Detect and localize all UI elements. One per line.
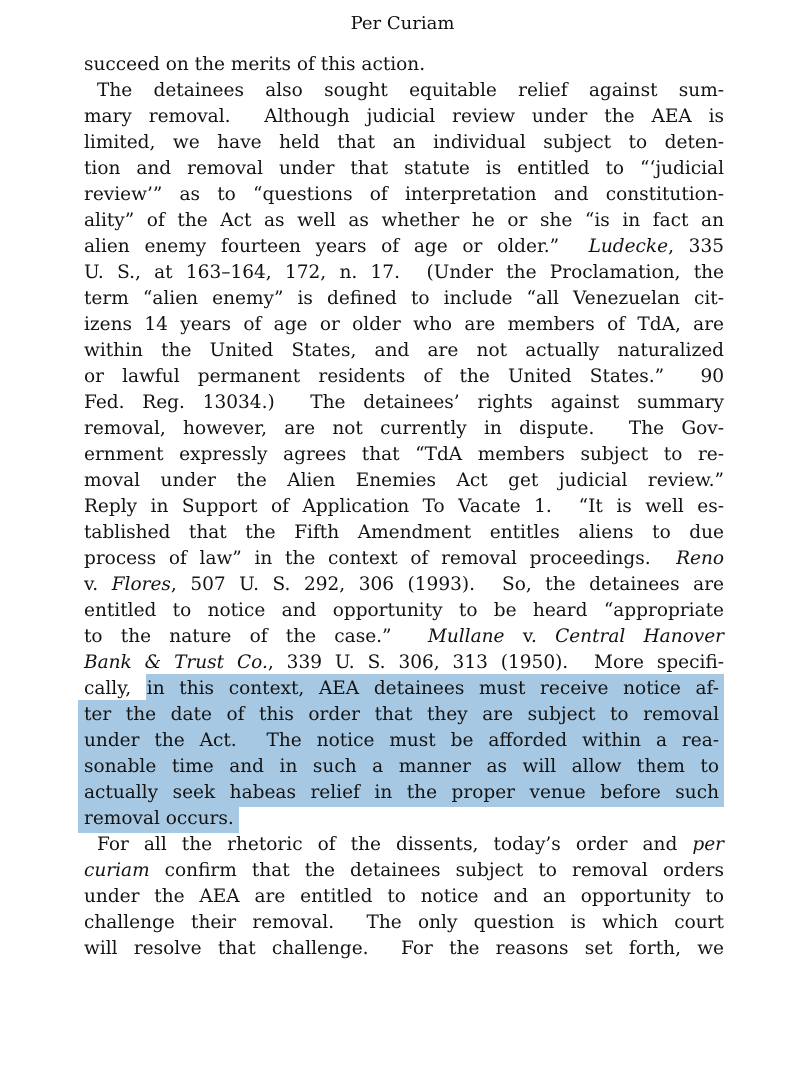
text-segment: process of law” in the context of removal proceedings.	[84, 548, 677, 569]
text-segment: entitled to notice and opportunity to be heard “appropriate	[84, 600, 724, 621]
text-line	[84, 78, 724, 104]
text-line	[84, 338, 724, 364]
text-line	[84, 780, 724, 806]
text-segment: v.	[84, 574, 112, 595]
text-segment: review’” as to “questions of interpretation and constitution-	[84, 184, 724, 205]
text-line	[84, 676, 724, 702]
text-line	[84, 494, 724, 520]
text-segment: , 339 U. S. 306, 313 (1950). More specifi-	[267, 652, 724, 673]
text-segment: alien enemy fourteen years of age or older.”	[84, 236, 589, 257]
text-segment: , 335	[668, 236, 724, 257]
text-segment: ernment expressly agrees that “TdA members subject to re-	[84, 444, 724, 465]
text-line	[84, 416, 724, 442]
text-segment: removal, however, are not currently in dispute. The Gov-	[84, 418, 724, 439]
highlighted-text: removal occurs.	[78, 804, 239, 833]
text-segment: Reno	[676, 548, 724, 569]
highlighted-text: sonable time and in such a manner as will allow them to	[78, 752, 724, 781]
text-line	[84, 104, 724, 130]
text-segment: v.	[504, 626, 556, 647]
text-segment: confirm that the detainees subject to removal orders	[149, 860, 724, 881]
text-segment: cally,	[84, 678, 146, 699]
text-line	[84, 858, 724, 884]
text-segment: per	[692, 834, 724, 855]
highlighted-text: under the Act. The notice must be afforded within a rea-	[78, 726, 724, 755]
text-segment: Flores	[111, 574, 171, 595]
text-line	[84, 208, 724, 234]
text-segment: will resolve that challenge. For the reasons set forth, we	[84, 938, 724, 959]
text-line	[84, 754, 724, 780]
text-segment: U. S., at 163–164, 172, n. 17. (Under the Proclamation, the	[84, 262, 724, 283]
text-segment: tion and removal under that statute is entitled to “‘judicial	[84, 158, 724, 179]
text-segment: Ludecke	[588, 236, 669, 257]
text-line	[84, 156, 724, 182]
text-line	[84, 728, 724, 754]
text-line	[84, 130, 724, 156]
text-segment: Fed. Reg. 13034.) The detainees’ rights against summary	[84, 392, 724, 413]
text-line	[84, 936, 724, 962]
text-line	[84, 468, 724, 494]
text-line	[84, 182, 724, 208]
text-segment: succeed on the merits of this action.	[84, 54, 426, 75]
text-line	[84, 364, 724, 390]
text-line	[84, 312, 724, 338]
text-line	[84, 520, 724, 546]
text-segment: or lawful permanent residents of the United States.” 90	[84, 366, 724, 387]
text-segment: Central Hanover	[555, 626, 724, 647]
text-segment: moval under the Alien Enemies Act get judicial review.”	[84, 470, 724, 491]
text-segment: to the nature of the case.”	[84, 626, 428, 647]
text-segment: challenge their removal. The only question is which court	[84, 912, 724, 933]
text-line	[84, 598, 724, 624]
text-line	[84, 390, 724, 416]
text-segment: Bank & Trust Co.	[84, 652, 268, 673]
text-line	[84, 546, 724, 572]
text-segment: For all the rhetoric of the dissents, today’s order and	[97, 834, 693, 855]
text-segment: ality” of the Act as well as whether he or she “is in fact an	[84, 210, 724, 231]
text-line	[84, 910, 724, 936]
text-line	[84, 884, 724, 910]
text-segment: , 507 U. S. 292, 306 (1993). So, the detainees are	[170, 574, 724, 595]
text-segment: tablished that the Fifth Amendment entitles aliens to due	[84, 522, 724, 543]
text-segment: izens 14 years of age or older who are members of TdA, are	[84, 314, 724, 335]
text-line	[84, 702, 724, 728]
text-segment: limited, we have held that an individual subject to deten-	[84, 132, 724, 153]
text-line	[84, 52, 724, 78]
text-line	[84, 442, 724, 468]
text-line	[84, 832, 724, 858]
text-line	[84, 260, 724, 286]
highlighted-text: in this context, AEA detainees must receive notice af-	[146, 674, 724, 703]
text-line	[84, 286, 724, 312]
text-line	[84, 234, 724, 260]
text-segment: under the AEA are entitled to notice and an opportunity to	[84, 886, 724, 907]
text-line	[84, 650, 724, 676]
highlighted-text: ter the date of this order that they are subject to removal	[78, 700, 724, 729]
highlighted-text: actually seek habeas relief in the proper venue before such	[78, 778, 724, 807]
text-line	[84, 572, 724, 598]
text-segment: Mullane	[427, 626, 505, 647]
text-segment: mary removal. Although judicial review under the AEA is	[84, 106, 724, 127]
text-segment: term “alien enemy” is defined to include “all Venezuelan cit-	[84, 288, 724, 309]
document-body	[84, 52, 724, 962]
running-head: Per Curiam	[350, 13, 455, 34]
text-segment: Reply in Support of Application To Vacate 1. “It is well es-	[84, 496, 724, 517]
text-line	[84, 624, 724, 650]
text-segment: within the United States, and are not actually naturalized	[84, 340, 724, 361]
text-segment: The detainees also sought equitable relief against sum-	[97, 80, 724, 101]
text-line	[84, 806, 724, 832]
text-segment: curiam	[84, 860, 150, 881]
